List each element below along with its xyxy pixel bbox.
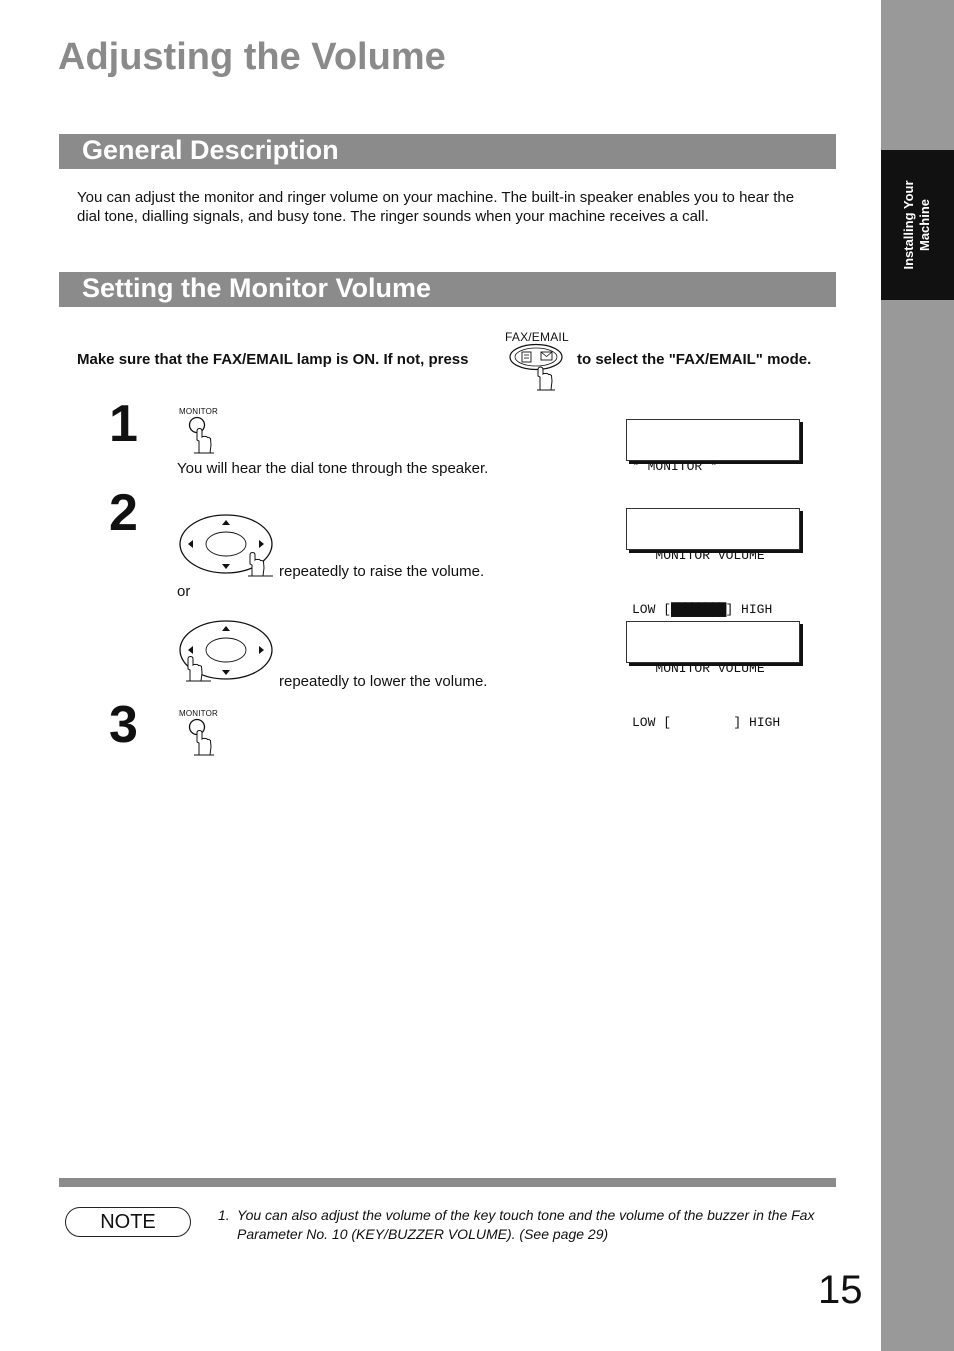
general-description-text: You can adjust the monitor and ringer volume on your machine. The built-in speaker enables you to hear the dial tone, dialling signals, and busy tone. The ringer sounds when your machine receives a call. bbox=[77, 189, 795, 225]
step-2-raise-text: repeatedly to raise the volume. bbox=[279, 563, 485, 580]
instruction-before: Make sure that the FAX/EMAIL lamp is ON. If not, press bbox=[77, 351, 469, 368]
section-heading-general: General Description bbox=[59, 134, 836, 169]
fax-email-key-label: FAX/EMAIL bbox=[505, 330, 569, 344]
instruction-after: to select the "FAX/EMAIL" mode. bbox=[577, 351, 812, 368]
note-label: NOTE bbox=[65, 1207, 191, 1237]
monitor-key-icon[interactable] bbox=[182, 718, 218, 756]
step-number: 1 bbox=[109, 395, 138, 453]
volume-level-bar: ████████ bbox=[671, 602, 726, 617]
monitor-key-label: MONITOR bbox=[179, 709, 219, 718]
lcd-display-monitor: * MONITOR * bbox=[626, 419, 800, 461]
note-divider bbox=[59, 1178, 836, 1187]
step-2-lower-text: repeatedly to lower the volume. bbox=[279, 673, 488, 690]
step-1-text: You will hear the dial tone through the speaker. bbox=[177, 460, 489, 477]
step-number: 3 bbox=[109, 696, 138, 754]
chapter-tab-label: Installing Your Machine bbox=[901, 180, 932, 270]
monitor-key-label: MONITOR bbox=[179, 407, 219, 416]
step-number: 2 bbox=[109, 484, 138, 542]
fax-email-key-icon[interactable] bbox=[507, 343, 567, 391]
page-number: 15 bbox=[818, 1268, 863, 1312]
monitor-key-icon[interactable] bbox=[182, 416, 218, 454]
section-heading-monitor: Setting the Monitor Volume bbox=[59, 272, 836, 307]
step-2-or-text: or bbox=[177, 583, 191, 600]
navigation-key-raise-icon[interactable] bbox=[178, 513, 278, 579]
chapter-tab[interactable] bbox=[881, 150, 954, 300]
navigation-key-lower-icon[interactable] bbox=[178, 619, 278, 685]
lcd-display-volume-high: MONITOR VOLUME LOW [████████] HIGH bbox=[626, 508, 800, 550]
lcd-display-volume-low: MONITOR VOLUME LOW [ ] HIGH bbox=[626, 621, 800, 663]
page-title: Adjusting the Volume bbox=[58, 36, 446, 78]
